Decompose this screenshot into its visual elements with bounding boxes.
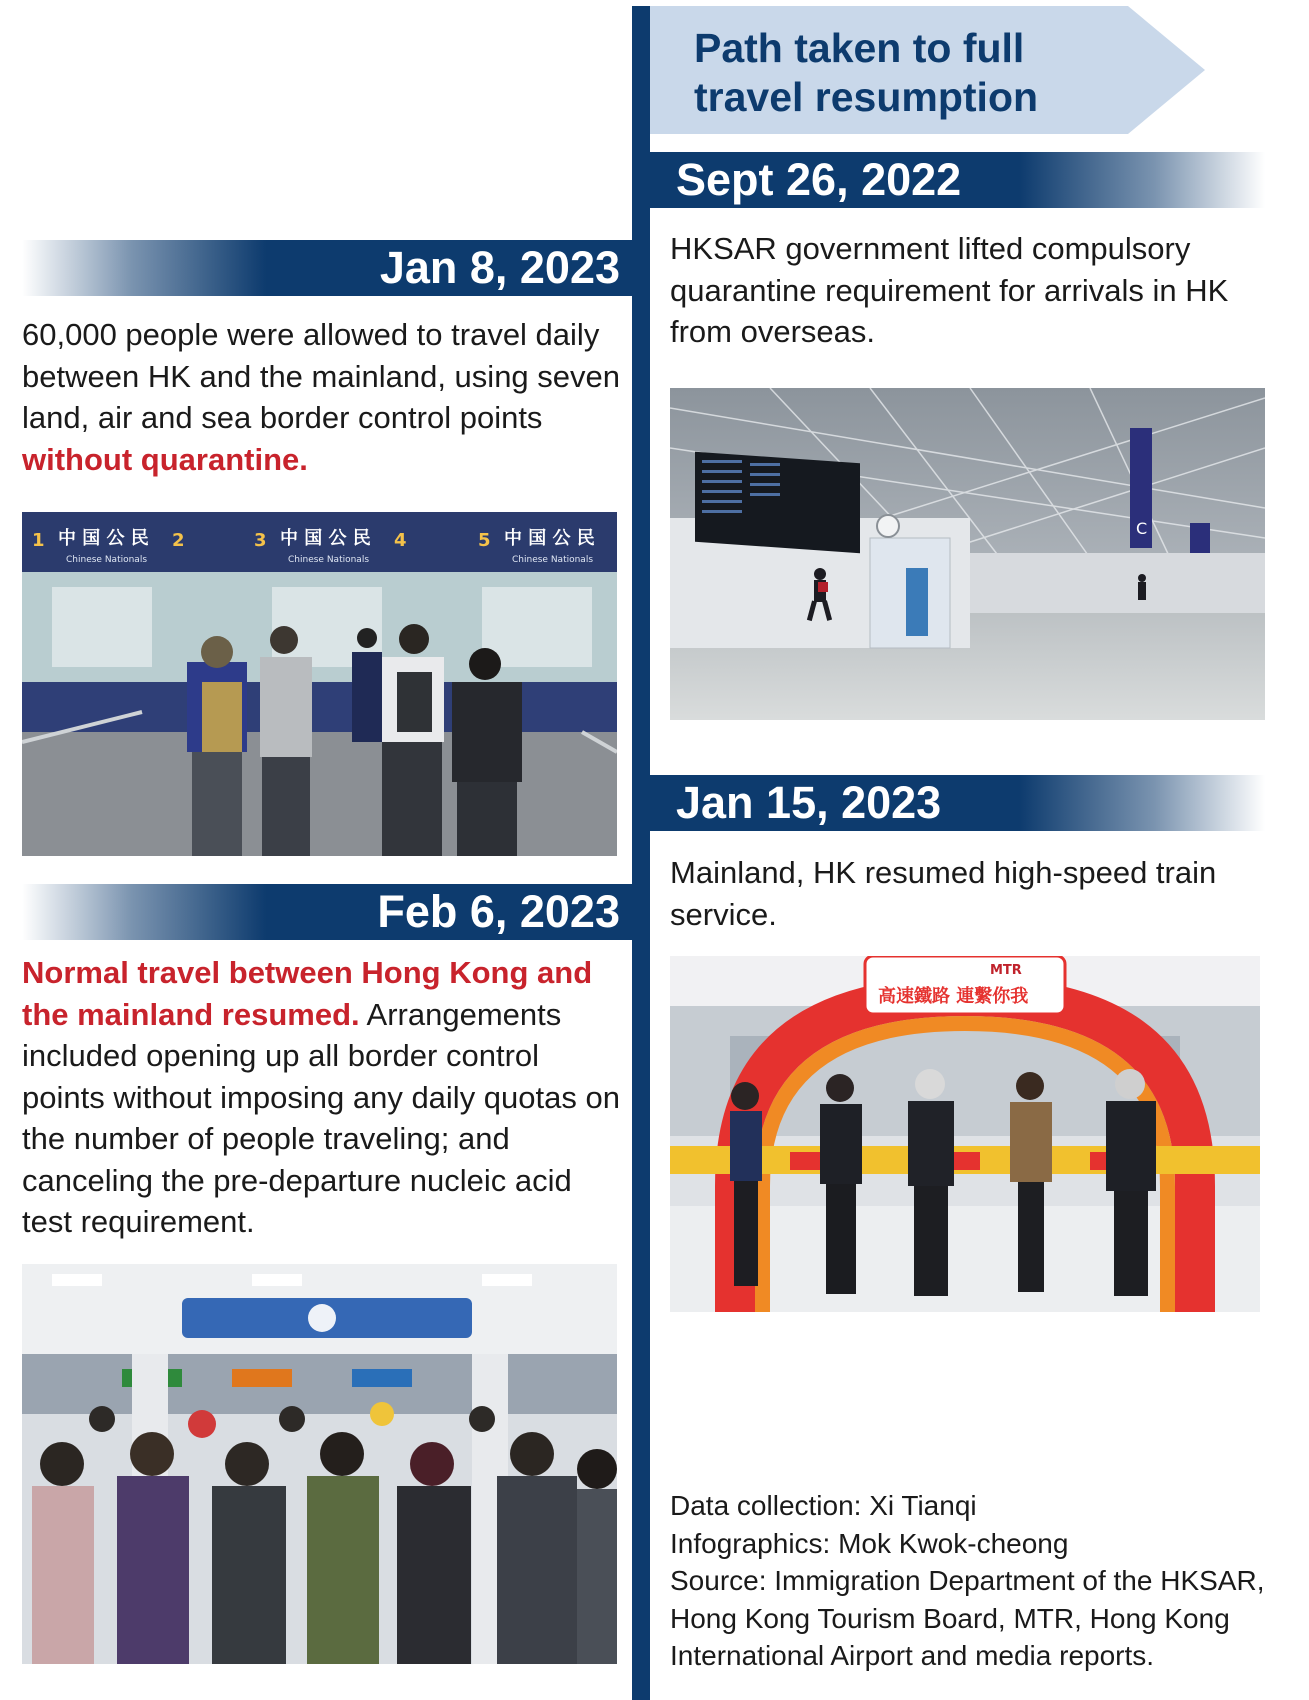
gate-4-number: 4 (394, 530, 407, 551)
feb6-highlight: Normal travel between Hong Kong and the mainland resumed. (22, 955, 593, 1032)
train-banner-text: 高速鐵路 連繫你我 (878, 986, 1029, 1007)
sign-3-text: 中 国 公 民 (504, 528, 595, 549)
date-jan-15-2023: Jan 15, 2023 (650, 775, 1265, 831)
timeline-spine (632, 6, 650, 1700)
sign-3-subtext: Chinese Nationals (512, 555, 594, 565)
airport-terminal-photo (670, 388, 1265, 720)
credit-data-collection: Data collection: Xi Tianqi (670, 1490, 977, 1521)
page-title: Path taken to full travel resumption (694, 25, 1039, 120)
jan8-description (22, 314, 622, 480)
gate-5-number: 5 (478, 530, 491, 551)
jan15-description: Mainland, HK resumed high-speed train service. (670, 855, 1217, 932)
jan8-text: 60,000 people were allowed to travel daily between HK and the mainland, using seven land, air and sea border control points (22, 317, 621, 435)
border-control-photo (22, 512, 617, 856)
feb6-text: Arrangements included opening up all border control points without imposing any daily quotas on the number of people traveling; and canceling the pre-departure nucleic acid test requirement. (22, 996, 620, 1239)
credit-infographics: Infographics: Mok Kwok-cheong (670, 1527, 1069, 1559)
gate-letter-label: C (1136, 519, 1148, 538)
date-jan-8-2023: Jan 8, 2023 (22, 240, 632, 296)
mtr-brand-label: MTR (990, 963, 1022, 978)
train-ceremony-photo (670, 956, 1260, 1312)
feb6-description (22, 952, 622, 1243)
gate-3-number: 3 (254, 530, 267, 551)
title-banner (650, 6, 1205, 134)
crowd-photo (22, 1264, 617, 1664)
gate-2-number: 2 (172, 530, 185, 551)
sign-1-text: 中 国 公 民 (58, 528, 149, 549)
gate-1-number: 1 (32, 530, 45, 551)
sign-1-subtext: Chinese Nationals (66, 555, 148, 565)
credits-block (670, 1487, 1295, 1675)
date-feb-6-2023: Feb 6, 2023 (22, 884, 632, 940)
sign-2-subtext: Chinese Nationals (288, 555, 370, 565)
date-sept-26-2022: Sept 26, 2022 (650, 152, 1265, 208)
credit-source: Source: Immigration Department of the HKSAR, Hong Kong Tourism Board, MTR, Hong Kong International Airport and media reports. (670, 1565, 1265, 1671)
jan8-highlight: without quarantine. (22, 441, 308, 477)
sign-2-text: 中 国 公 民 (280, 528, 371, 549)
sept26-description: HKSAR government lifted compulsory quarantine requirement for arrivals in HK from overseas. (670, 231, 1229, 349)
